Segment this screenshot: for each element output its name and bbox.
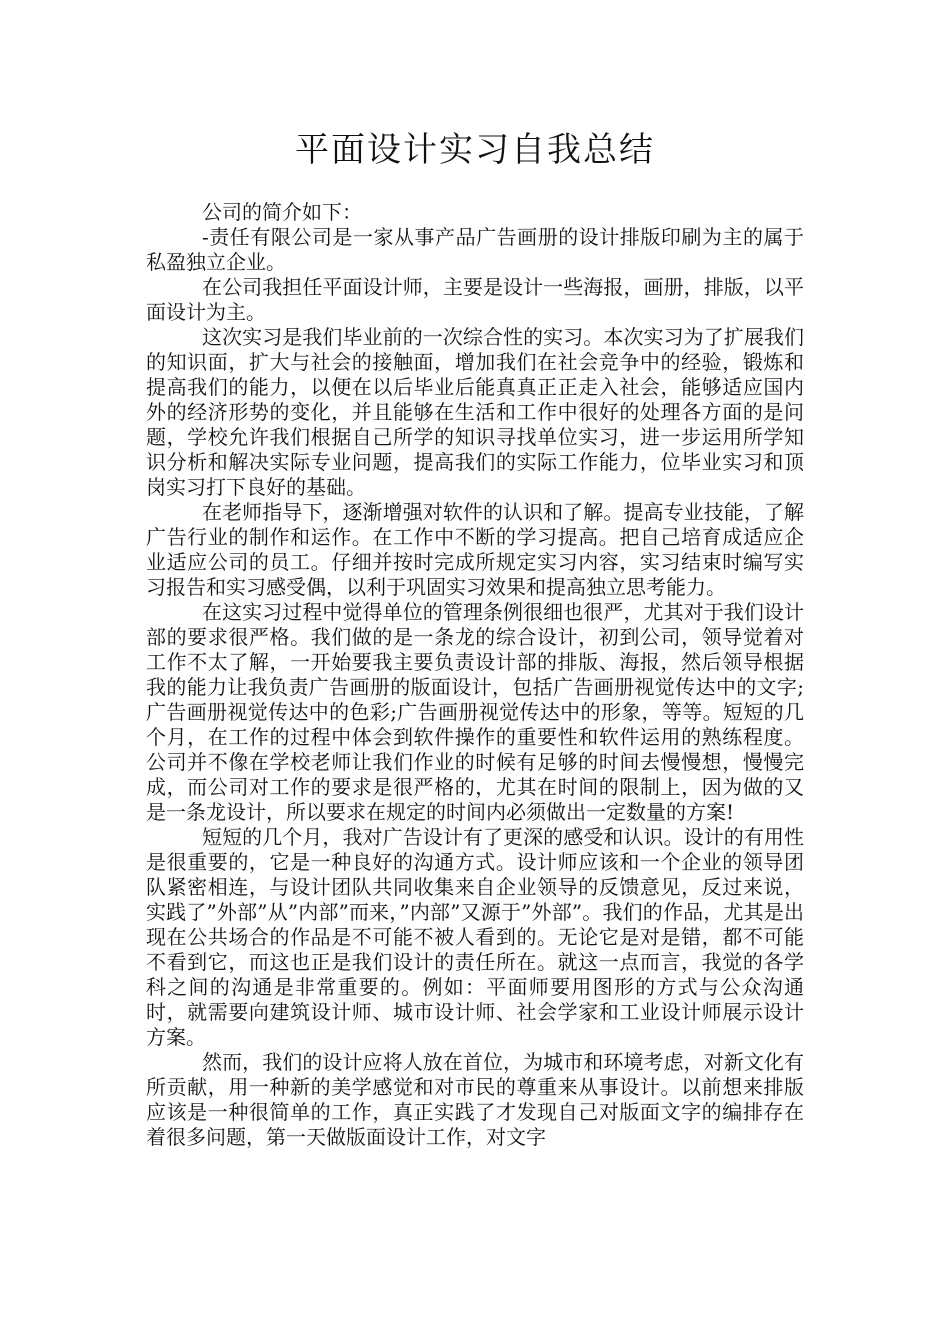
paragraph-teacher-guidance: 在老师指导下，逐渐增强对软件的认识和了解。提高专业技能，了解广告行业的制作和运作。在工作中不断的学习提高。把自己培育成适应企业适应公司的员工。仔细并按时完成所规定实习内容，实习结束时编写实习报告和实习感受偶，以利于巩固实习效果和提高独立思考能力。: [146, 500, 804, 599]
paragraph-company-intro-heading: 公司的简介如下：: [202, 200, 362, 224]
document-title: 平面设计实习自我总结: [295, 130, 655, 170]
paragraph-people-first: 然而，我们的设计应将人放在首位，为城市和环境考虑，对新文化有所贡献，用一种新的美学感觉和对市民的尊重来从事设计。以前想来排版应该是一种很简单的工作，真正实践了才发现自己对版面文字的编排存在着很多问题，第一天做版面设计工作，对文字: [146, 1050, 804, 1149]
paragraph-company-description: -责任有限公司是一家从事产品广告画册的设计排版印刷为主的属于私盈独立企业。: [146, 225, 804, 274]
paragraph-work-process: 在这实习过程中觉得单位的管理条例很细也很严，尤其对于我们设计部的要求很严格。我们做的是一条龙的综合设计，初到公司，领导觉着对工作不太了解，一开始要我主要负责设计部的排版、海报，然后领导根据我的能力让我负责广告画册的版面设计，包括广告画册视觉传达中的文字;广告画册视觉传达中的色彩;广告画册视觉传达中的形象，等等。短短的几个月，在工作的过程中体会到软件操作的重要性和软件运用的熟练程度。公司并不像在学校老师让我们作业的时候有足够的时间去慢慢想，慢慢完成，而公司对工作的要求是很严格的，尤其在时间的限制上，因为做的又是一条龙设计，所以要求在规定的时间内必须做出一定数量的方案!: [146, 600, 804, 824]
paragraph-design-insights: 短短的几个月，我对广告设计有了更深的感受和认识。设计的有用性是很重要的，它是一种良好的沟通方式。设计师应该和一个企业的领导团队紧密相连，与设计团队共同收集来自企业领导的反馈意见，反过来说，实践了”外部”从”内部”而来，”内部”又源于”外部”。我们的作品，尤其是出现在公共场合的作品是不可能不被人看到的。无论它是对是错，都不可能不看到它，而这也正是我们设计的责任所在。就这一点而言，我觉的各学科之间的沟通是非常重要的。例如：平面师要用图形的方式与公众沟通时，就需要向建筑设计师、城市设计师、社会学家和工业设计师展示设计方案。: [146, 825, 804, 1049]
document-body: [146, 200, 804, 1150]
paragraph-internship-purpose: 这次实习是我们毕业前的一次综合性的实习。本次实习为了扩展我们的知识面，扩大与社会的接触面，增加我们在社会竞争中的经验，锻炼和提高我们的能力，以便在以后毕业后能真真正正走入社会，能够适应国内外的经济形势的变化，并且能够在生活和工作中很好的处理各方面的是问题，学校允许我们根据自己所学的知识寻找单位实习，进一步运用所学知识分析和解决实际专业问题，提高我们的实际工作能力，位毕业实习和顶岗实习打下良好的基础。: [146, 325, 804, 499]
paragraph-role: 在公司我担任平面设计师，主要是设计一些海报，画册，排版，以平面设计为主。: [146, 275, 804, 324]
